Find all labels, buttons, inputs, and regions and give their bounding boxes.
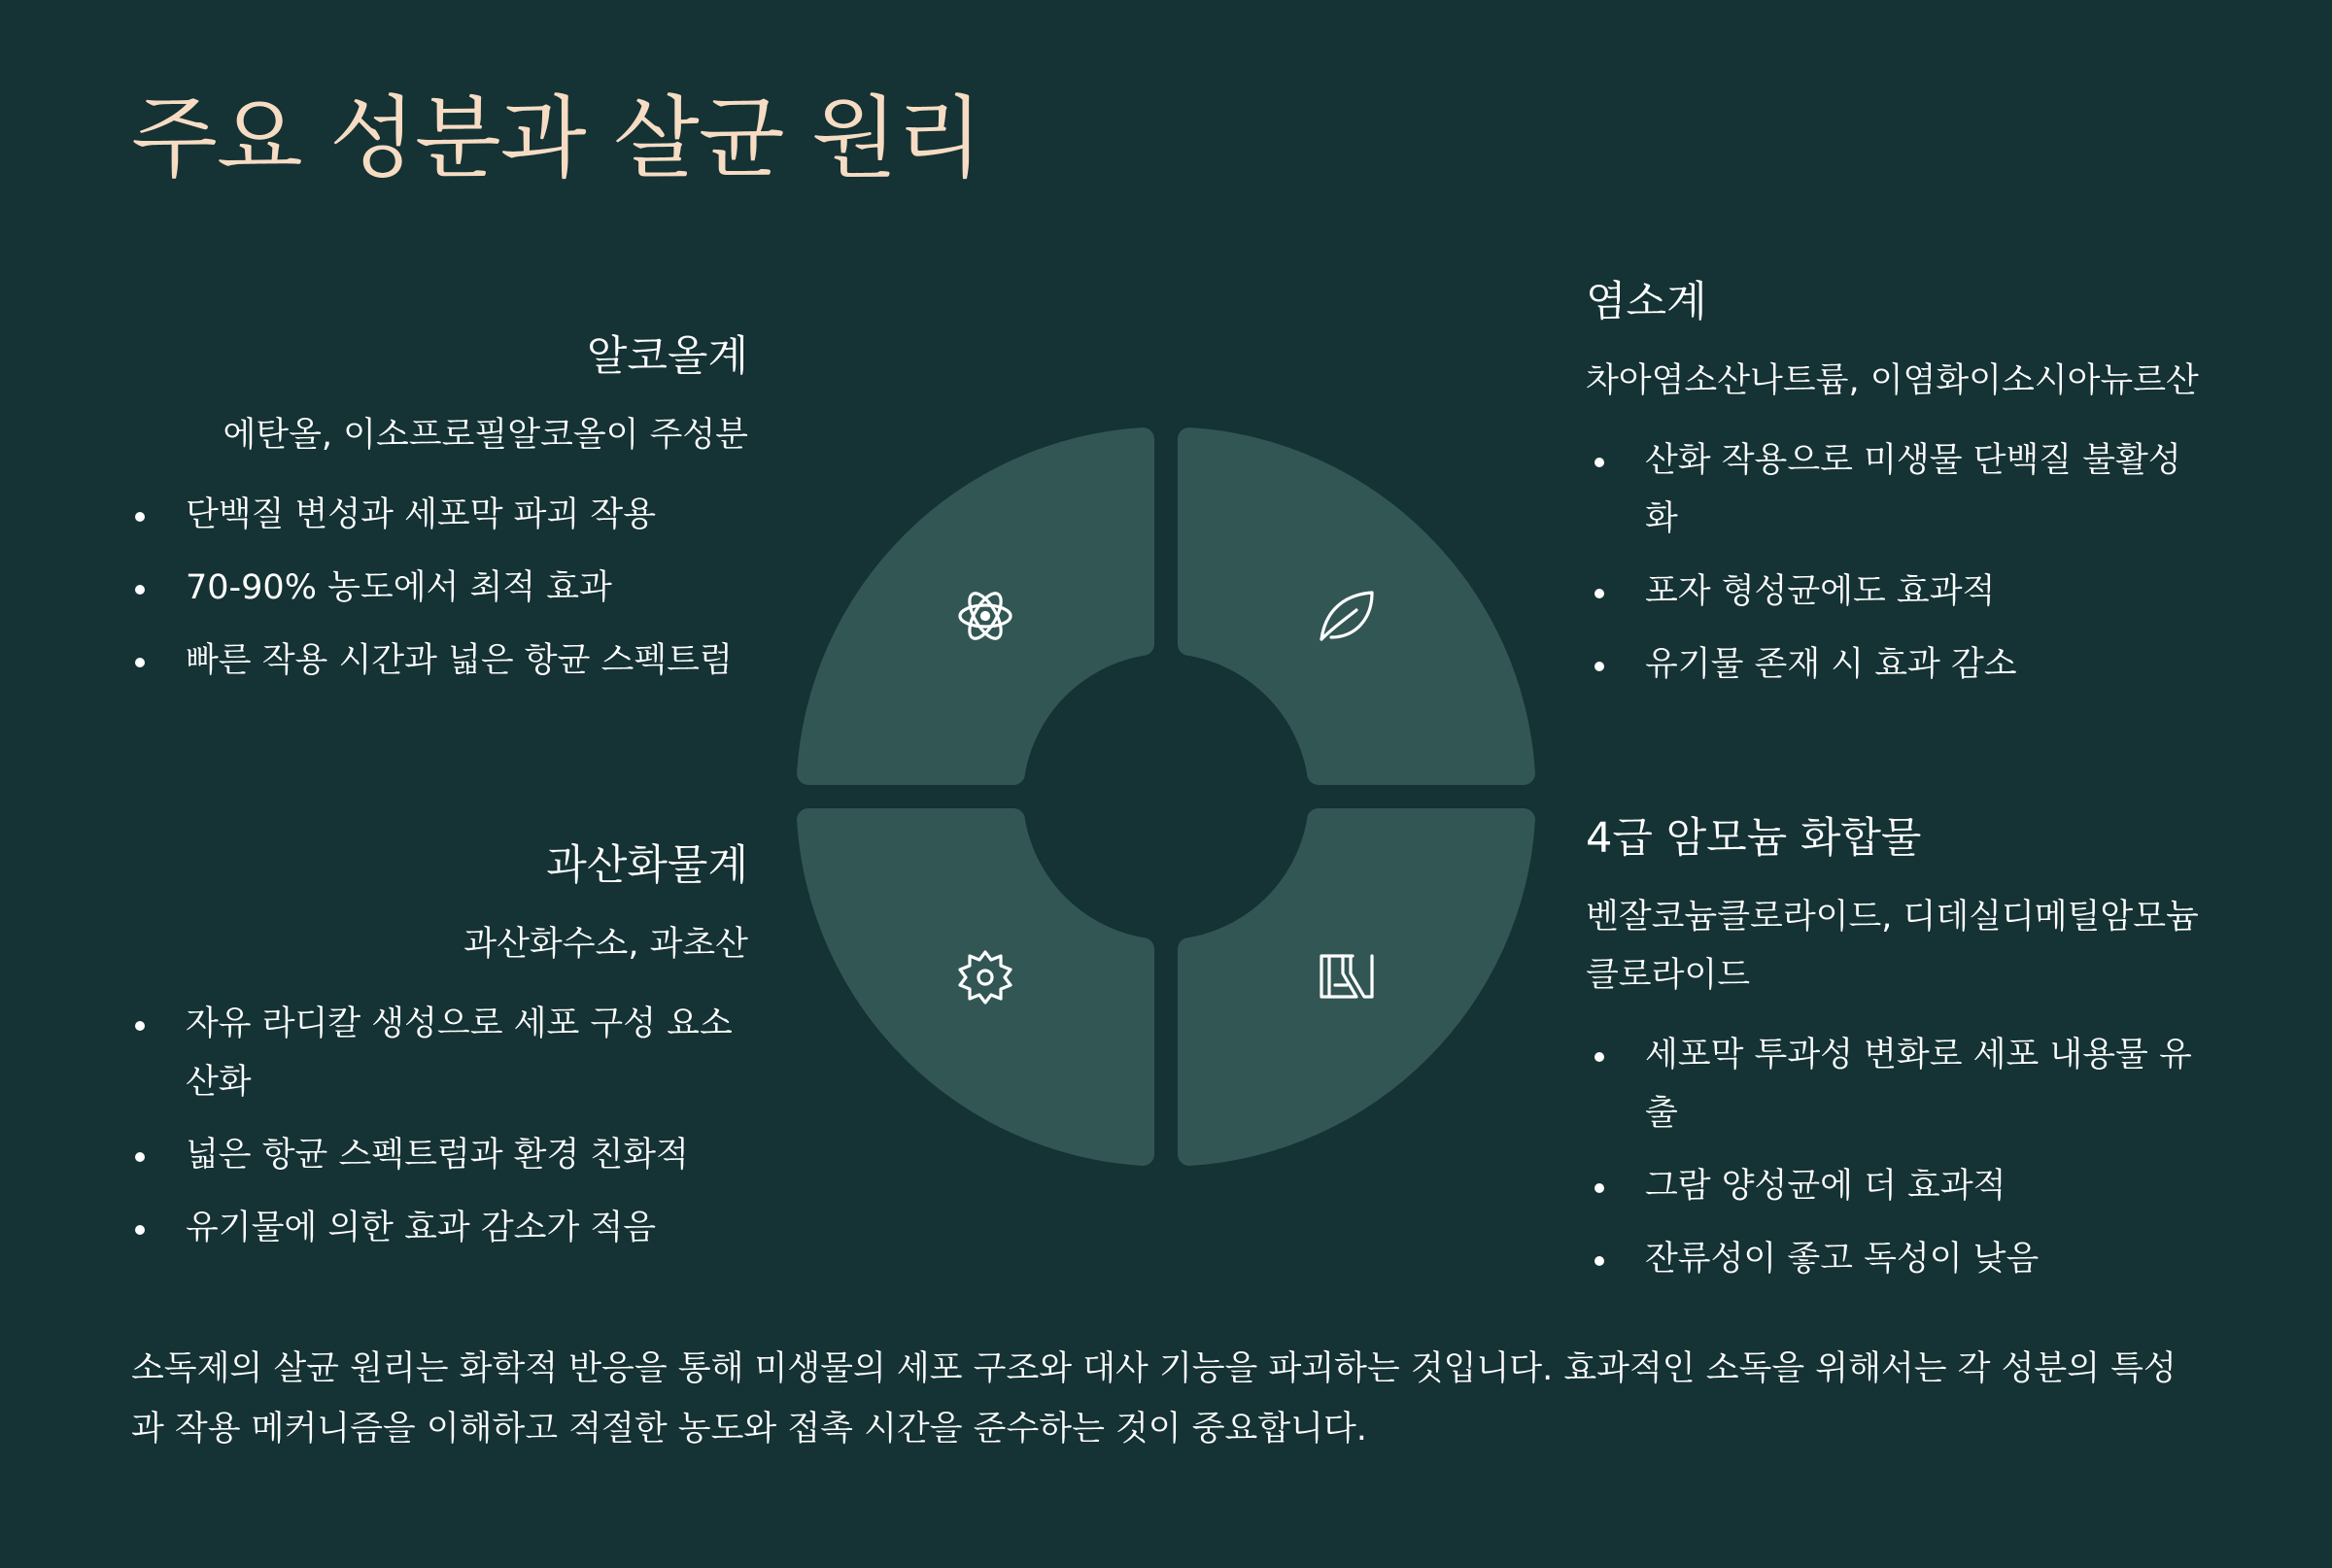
list-item: 빠른 작용 시간과 넓은 항균 스펙트럼 [126,631,748,690]
bullet-icon [1595,589,1604,598]
list-item: 유기물 존재 시 효과 감소 [1586,635,2208,694]
bullet-icon [1595,662,1604,671]
list-item: 유기물에 의한 효과 감소가 적음 [126,1199,748,1257]
list-item: 자유 라디칼 생성으로 세포 구성 요소 산화 [126,995,748,1111]
bullet-icon [135,658,145,667]
summary-paragraph: 소독제의 살균 원리는 화학적 반응을 통해 미생물의 세포 구조와 대사 기능을 파괴하는 것입니다. 효과적인 소독을 위해서는 각 성분의 특성과 작용 메커니즘을 이해하고 적절한 농도와 접촉 시간을 준수하는 것이 중요합니다. [131,1349,2177,1449]
section-subtitle: 차아염소산나트륨, 이염화이소시아뉴르산 [1586,360,2199,400]
list-item: 70-90% 농도에서 최적 효과 [126,559,748,617]
segment-bottom-left [797,808,1154,1166]
bullet-icon [1595,1052,1604,1062]
section-subtitle: 에탄올, 이소프로필알코올이 주성분 [223,415,748,455]
list-item: 포자 형성균에도 효과적 [1586,562,2208,621]
section-heading: 알코올계 [586,332,748,381]
bullet-icon [1595,1256,1604,1266]
bullet-icon [135,1021,145,1031]
donut-svg [797,427,1535,1166]
segment-top-right [1178,427,1535,785]
segment-bottom-right [1178,808,1535,1166]
list-item: 세포막 투과성 변화로 세포 내용물 유출 [1586,1026,2208,1142]
bullet-list [126,995,748,1257]
section-alcohol [126,330,748,704]
section-heading: 과산화물계 [546,841,748,890]
bullet-icon [135,512,145,522]
bullet-list [1586,1026,2208,1288]
section-subtitle: 과산화수소, 과초산 [463,924,748,964]
section-chlorine [1586,276,2208,708]
section-quat [1586,812,2208,1303]
section-heading: 4급 암모늄 화합물 [1586,814,1922,863]
bullet-list [1586,431,2208,694]
list-item: 그람 양성균에 더 효과적 [1586,1157,2208,1215]
bullet-icon [135,585,145,595]
bullet-icon [1595,1183,1604,1193]
donut-diagram [797,427,1535,1166]
bullet-icon [135,1152,145,1162]
list-item: 잔류성이 좋고 독성이 낮음 [1586,1230,2208,1288]
section-heading: 염소계 [1586,278,1707,326]
section-peroxide [126,839,748,1272]
list-item: 산화 작용으로 미생물 단백질 불활성화 [1586,431,2208,548]
bullet-icon [135,1225,145,1235]
bullet-icon [1595,458,1604,467]
list-item: 단백질 변성과 세포막 파괴 작용 [126,486,748,544]
section-subtitle: 벤잘코늄클로라이드, 디데실디메틸암모늄클로라이드 [1586,897,2199,995]
list-item: 넓은 항균 스펙트럼과 환경 친화적 [126,1126,748,1184]
page-title: 주요 성분과 살균 원리 [131,86,982,190]
bullet-list [126,486,748,690]
